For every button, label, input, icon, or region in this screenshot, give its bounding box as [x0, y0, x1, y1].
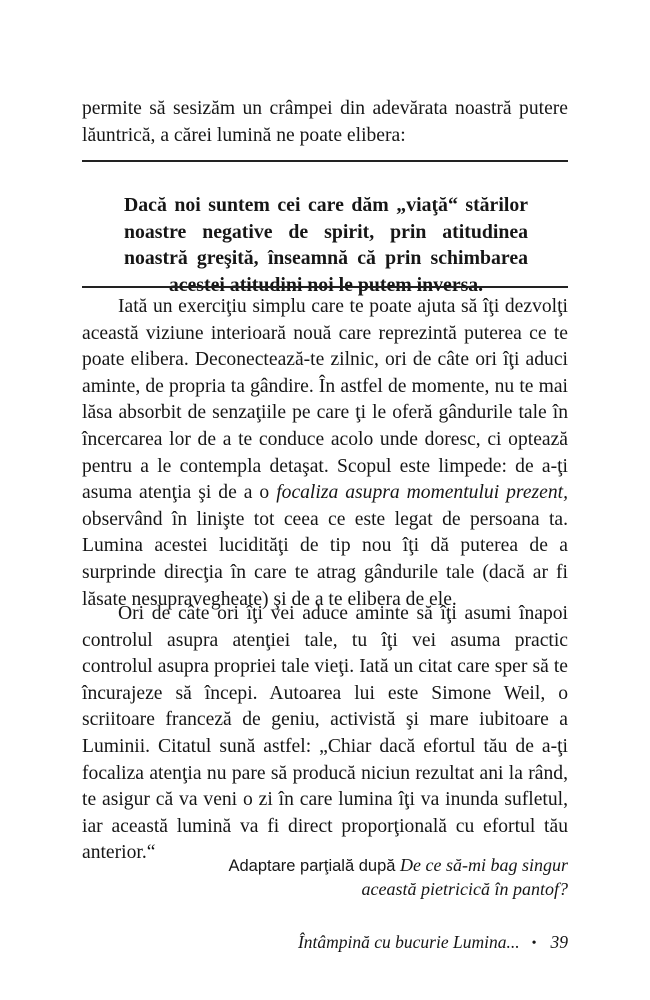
quote-top-rule: [82, 160, 568, 162]
footer-bullet: •: [531, 936, 537, 951]
page-footer: [282, 931, 568, 955]
paragraph-1-emphasis: focaliza asupra momentului prezent,: [276, 482, 568, 504]
intro-paragraph: permite să sesizăm un crâmpei din adevărata noastră putere lăuntrică, a cărei lumină ne poate elibera:: [82, 98, 568, 146]
page-number: 39: [550, 932, 568, 952]
paragraph-1-text-after: observând în linişte tot ceea ce este legat de persoana ta. Lumina acestei lucidităţi de tip nou îţi dă puterea de a surprinde direcţia în care te atrag gândurile tale (dacă ar fi lăsate nesupravegheate) şi de a te elibera de ele.: [82, 508, 568, 610]
attribution-prefix: Adaptare parţială după: [228, 857, 401, 875]
attribution-source: De ce să-mi bag singur această pietricică în pantof?: [361, 855, 568, 899]
body-paragraph-2: Ori de câte ori îţi vei aduce aminte să îţi asumi înapoi controlul asupra atenţiei tale, tu îţi vei asuma practic controlul asupra propriei tale vieţi. Iată un citat care sper să te încurajeze să începi. Autoarea lui este Simone Weil, o scriitoare franceză de geniu, activistă şi mare iubitoare a Luminii. Citatul sună astfel: „Chiar dacă efortul tău de a-ţi focaliza atenţia nu pare să producă niciun rezultat ani la rând, te asigur că va veni o zi în care lumina îţi va inunda sufletul, iar această lumină va fi direct proporţională cu efortul tău anterior.“: [82, 603, 568, 864]
book-page: [82, 0, 568, 1000]
highlighted-quote: Dacă noi suntem cei care dăm „viaţă“ stărilor noastre negative de spirit, prin atitudinea noastră greşită, înseamnă că prin schimbarea acestei atitudini noi le putem inversa.: [124, 193, 528, 297]
running-title: Întâmpină cu bucurie Lumina...: [297, 932, 520, 952]
paragraph-1-text-before: Iată un exerciţiu simplu care te poate ajuta să îţi dezvolţi această viziune interioară nouă care reprezintă puterea ce te poate elibera. Deconectează-te zilnic, ori de câte ori îţi aduci aminte, de propria ta gândire. În astfel de momente, nu te mai lăsa absorbit de senzaţiile pe care ţi le oferă gândurile tale în încercarea lor de a te conduce acolo unde doresc, ci optează pentru a le contempla detaşat. Scopul este limpede: de a-ţi asuma atenţia şi de a o: [82, 296, 568, 504]
quote-bottom-rule: [82, 286, 568, 288]
body-paragraph-1: [82, 294, 568, 613]
attribution: [178, 854, 568, 902]
